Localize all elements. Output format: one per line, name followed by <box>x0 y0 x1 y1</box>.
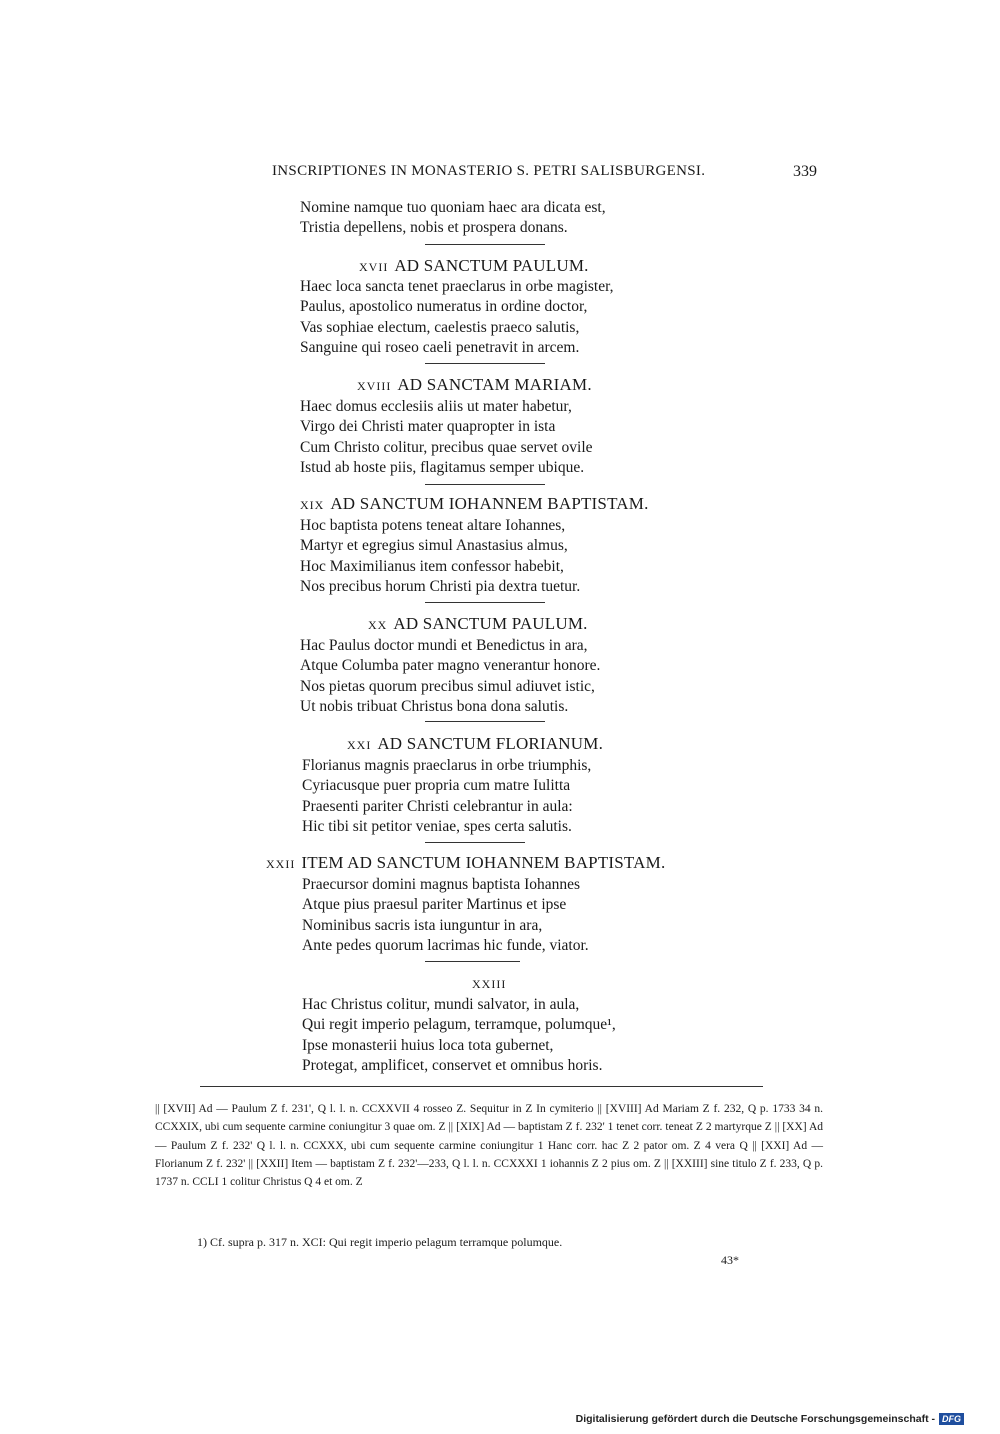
separator-rule <box>425 961 520 962</box>
verse-line: Ipse monasterii huius loca tota gubernet, <box>302 1036 554 1054</box>
verse-line: Hoc Maximilianus item confessor habebit, <box>300 557 564 575</box>
verses-xxiii <box>302 995 616 1076</box>
verse-line: Tristia depellens, nobis et prospera donans. <box>300 219 568 237</box>
footnote-rule <box>200 1086 763 1087</box>
verse-line: Protegat, amplificet, conservet et omnibus horis. <box>302 1056 603 1074</box>
intro-verses <box>300 198 606 239</box>
verse-line: Cum Christo colitur, precibus quae servet ovile <box>300 438 593 456</box>
section-number: XXII <box>266 857 296 871</box>
signature-mark: 43* <box>721 1253 739 1267</box>
verse-line: Atque Columba pater magno venerantur honore. <box>300 657 601 675</box>
verse-line: Nomine namque tuo quoniam haec ara dicata est, <box>300 199 606 216</box>
section-number: XX <box>368 618 388 632</box>
verse-line: Istud ab hoste piis, flagitamus semper ubique. <box>300 458 585 476</box>
verse-line: Nominibus sacris ista iunguntur in ara, <box>302 916 543 934</box>
section-heading-xvii <box>359 256 589 276</box>
section-title: AD SANCTUM IOHANNEM BAPTISTAM. <box>330 494 649 513</box>
section-number: XVII <box>359 260 389 274</box>
section-title: AD SANCTAM MARIAM. <box>397 375 592 394</box>
verse-line: Hoc baptista potens teneat altare Iohannes, <box>300 517 566 534</box>
verses-xvii <box>300 277 614 358</box>
verse-line: Hic tibi sit petitor veniae, spes certa salutis. <box>302 817 572 835</box>
verse-line: Vas sophiae electum, caelestis praeco salutis, <box>300 318 580 336</box>
verse-line: Virgo dei Christi mater quapropter in ista <box>300 418 556 436</box>
section-title: AD SANCTUM FLORIANUM. <box>377 734 604 753</box>
verse-line: Sanguine qui roseo caeli penetravit in arcem. <box>300 338 580 356</box>
verses-xx <box>300 636 600 717</box>
dfg-logo-icon: DFG <box>939 1413 964 1425</box>
verses-xix <box>300 516 580 597</box>
footnote: 1) Cf. supra p. 317 n. XCI: Qui regit imperio pelagum terramque polumque. <box>197 1235 563 1249</box>
section-heading-xxii <box>266 853 665 873</box>
verse-line: Nos precibus horum Christi pia dextra tuetur. <box>300 577 581 595</box>
section-title: AD SANCTUM PAULUM. <box>394 256 589 275</box>
section-heading-xxi <box>347 734 603 754</box>
verse-line: Paulus, apostolico numeratus in ordine doctor, <box>300 298 588 316</box>
section-title: ITEM AD SANCTUM IOHANNEM BAPTISTAM. <box>301 853 666 872</box>
section-number-xxiii: XXIII <box>472 977 507 991</box>
section-heading-xx <box>368 614 588 634</box>
verse-line: Ut nobis tribuat Christus bona dona salutis. <box>300 697 569 715</box>
verse-line: Hac Christus colitur, mundi salvator, in aula, <box>302 996 580 1013</box>
verse-line: Nos pietas quorum precibus simul adiuvet istic, <box>300 677 595 695</box>
verse-line: Haec domus ecclesiis aliis ut mater habetur, <box>300 398 572 415</box>
verse-line: Praesenti pariter Christi celebrantur in aula: <box>302 797 573 815</box>
digitization-credit <box>576 1413 964 1425</box>
separator-rule <box>425 721 545 722</box>
page-number: 339 <box>793 163 817 180</box>
verse-line: Martyr et egregius simul Anastasius almus, <box>300 537 568 555</box>
section-number: XXI <box>347 738 372 752</box>
section-number: XIX <box>300 498 325 512</box>
separator-rule <box>425 602 545 603</box>
separator-rule <box>425 363 545 364</box>
verse-line: Haec loca sancta tenet praeclarus in orbe magister, <box>300 278 614 295</box>
critical-apparatus: || [XVII] Ad — Paulum Z f. 231', Q l. l. n. CCXXVII 4 rosseo Z. Sequitur in Z In cymiterio || [XVIII] Ad Mariam Z f. 232, Q p. 1733 34 n. CCXXIX, ubi cum sequente carmine coniungitur 3 quae om. Z || [XIX] Ad — baptistam Z f. 232' 1 tenet corr. teneat Z 2 martyrque Z || [XX] Ad — Paulum Z f. 232' Q l. l. n. CCXXX, ubi cum sequente carmine coniungitur 1 Hanc corr. hac Z 2 pator om. Z 4 vera Q || [XXI] Ad — Florianum Z f. 232' || [XXII] Item — baptistam Z f. 232'—233, Q l. l. n. CCXXXI 1 iohannis Z 2 pius om. Z || [XXIII] sine titulo Z f. 233, Q p. 1737 n. CCLI 1 colitur Christus Q 4 et om. Z <box>155 1103 823 1189</box>
credit-text: Digitalisierung gefördert durch die Deutsche Forschungsgemeinschaft - <box>575 1413 935 1425</box>
verse-line: Florianus magnis praeclarus in orbe triumphis, <box>302 757 592 774</box>
section-heading-xviii <box>357 375 592 395</box>
separator-rule <box>425 244 545 245</box>
section-title: AD SANCTUM PAULUM. <box>393 614 588 633</box>
verse-line: Praecursor domini magnus baptista Iohannes <box>302 876 581 893</box>
verses-xviii <box>300 397 593 478</box>
separator-rule <box>425 484 545 485</box>
separator-rule <box>425 842 525 843</box>
section-heading-xix <box>300 494 649 514</box>
verse-line: Qui regit imperio pelagum, terramque, polumque¹, <box>302 1016 616 1034</box>
verse-line: Cyriacusque puer propria cum matre Iulitta <box>302 777 571 795</box>
verse-line: Ante pedes quorum lacrimas hic funde, viator. <box>302 936 589 954</box>
verses-xxii <box>302 875 589 956</box>
verses-xxi <box>302 756 591 837</box>
verse-line: Hac Paulus doctor mundi et Benedictus in ara, <box>300 637 588 654</box>
verse-line: Atque pius praesul pariter Martinus et ipse <box>302 896 567 914</box>
running-header: INSCRIPTIONES IN MONASTERIO S. PETRI SALISBURGENSI. <box>272 163 706 179</box>
section-number: XVIII <box>357 379 392 393</box>
